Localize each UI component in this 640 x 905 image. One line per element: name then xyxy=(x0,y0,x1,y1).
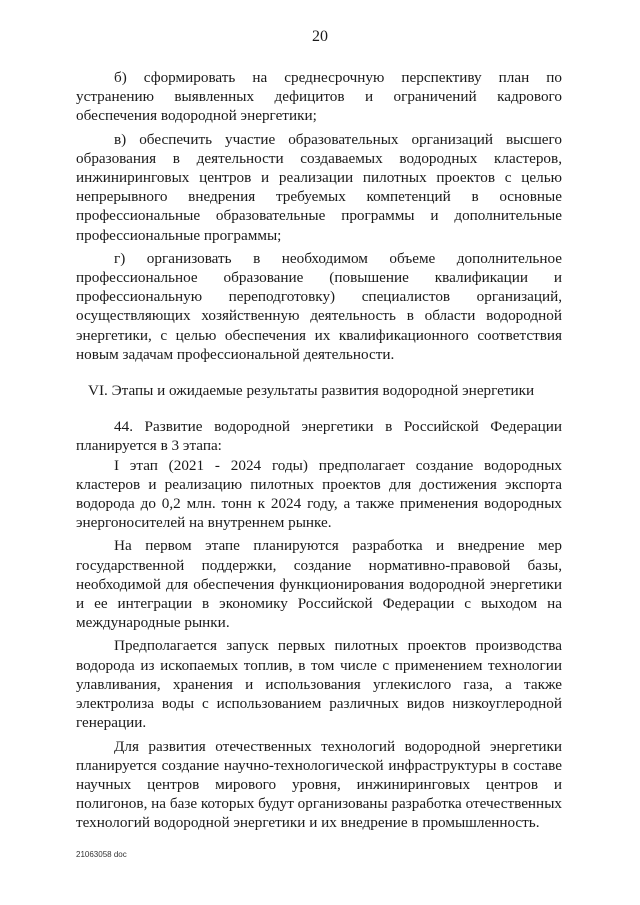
document-code: 21063058 doc xyxy=(76,850,127,859)
document-body xyxy=(76,68,562,833)
section-heading: VI. Этапы и ожидаемые результаты развития водородной энергетики xyxy=(88,382,535,400)
paragraph-first-stage-measures: На первом этапе планируются разработка и внедрение мер государственной поддержки, создание нормативно-правовой базы, необходимой для обеспечения функционирования водородной энергетики и ее интеграции в экономику Российской Федерации с выходом на международные рынки. xyxy=(76,537,562,632)
paragraph-g: г) организовать в необходимом объеме дополнительное профессиональное образование (повышение квалификации и профессиональную переподготовку) специалистов организаций, осуществляющих хозяйственную деятельность в области водородной энергетики, с целью обеспечения их квалификационного соответствия новым задачам профессиональной деятельности. xyxy=(76,249,562,363)
page-number: 20 xyxy=(312,28,328,45)
paragraph-b: б) сформировать на среднесрочную перспективу план по устранению выявленных дефицитов и ограничений кадрового обеспечения водородной энергетики; xyxy=(76,69,562,125)
paragraph-infrastructure: Для развития отечественных технологий водородной энергетики планируется создание научно-технологической инфраструктуры в составе научных центров мирового уровня, инжиниринговых центров и полигонов, на базе которых будут организованы разработка отечественных технологий водородной энергетики и их внедрение в промышленность. xyxy=(76,737,562,832)
paragraph-pilot-projects: Предполагается запуск первых пилотных проектов производства водорода из ископаемых топлив, в том числе с применением технологии улавливания, хранения и использования углекислого газа, а также электролиза воды с использованием различных видов низкоуглеродной генерации. xyxy=(76,637,562,732)
paragraph-v: в) обеспечить участие образовательных организаций высшего образования в деятельности создаваемых водородных кластеров, инжиниринговых центров и реализации пилотных проектов с целью непрерывного внедрения требуемых компетенций в основные профессиональные образовательные программы и дополнительные профессиональные программы; xyxy=(76,130,562,244)
paragraph-stage-1: I этап (2021 - 2024 годы) предполагает создание водородных кластеров и реализацию пилотных проектов для достижения экспорта водорода до 0,2 млн. тонн к 2024 году, а также применения водородных энергоносителей на внутреннем рынке. xyxy=(76,456,562,532)
paragraph-44: 44. Развитие водородной энергетики в Российской Федерации планируется в 3 этапа: xyxy=(76,418,562,455)
